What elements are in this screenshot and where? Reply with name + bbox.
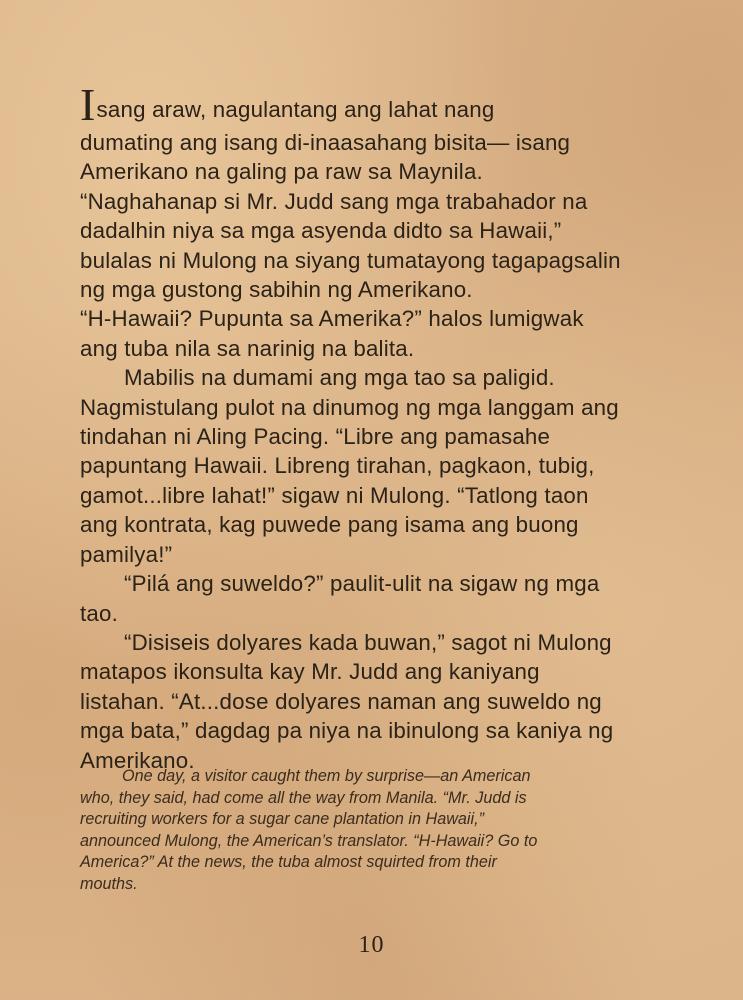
drop-cap: I [80,79,96,130]
story-line: tindahan ni Aling Pacing. “Libre ang pamasahe [80,424,551,450]
translation-line: recruiting workers for a sugar cane plantation in Hawaii,” [80,810,484,829]
story-line: Isang araw, nagulantang ang lahat nang [80,79,495,130]
translation-line: who, they said, had come all the way from Manila. “Mr. Judd is [80,788,527,807]
story-line: bulalas ni Mulong na siyang tumatayong tagapagsalin [80,247,621,273]
story-text-tagalog [80,79,680,775]
story-line: matapos ikonsulta kay Mr. Judd ang kaniyang [80,659,540,685]
story-line: Nagmistulang pulot na dinumog ng mga langgam ang [80,394,619,420]
page-number: 10 [358,932,385,958]
story-line: tao. [80,600,118,626]
story-line: Mabilis na dumami ang mga tao sa paligid. [124,365,555,391]
story-line: ang kontrata, kag puwede pang isama ang buong [80,512,579,538]
english-translation [80,766,660,896]
story-line: mga bata,” dagdag pa niya na ibinulong sa kaniya ng [80,718,614,744]
story-line: Amerikano na galing pa raw sa Maynila. [80,159,483,185]
story-line: pamilya!” [80,541,173,567]
story-line: “Pilá ang suweldo?” paulit-ulit na sigaw ng mga [124,571,600,597]
story-line: “H-Hawaii? Pupunta sa Amerika?” halos lumigwak [80,306,584,332]
translation-line: announced Mulong, the American’s translator. “H-Hawaii? Go to [80,831,538,850]
translation-line: mouths. [80,874,138,893]
translation-line: America?” At the news, the tuba almost squirted from their [80,853,497,872]
story-line: dumating ang isang di-inaasahang bisita— isang [80,130,571,155]
story-line: ng mga gustong sabihin ng Amerikano. [80,277,473,303]
translation-line: One day, a visitor caught them by surprise—an American [122,767,531,785]
story-line: listahan. “At...dose dolyares naman ang suweldo ng [80,688,602,714]
story-line: ang tuba nila sa narinig na balita. [80,335,415,361]
story-line: “Naghahanap si Mr. Judd sang mga trabahador na [80,188,588,214]
story-line: dadalhin niya sa mga asyenda didto sa Hawaii,” [80,218,562,244]
story-line: papuntang Hawaii. Libreng tirahan, pagkaon, tubig, [80,453,595,479]
story-line: “Disiseis dolyares kada buwan,” sagot ni Mulong [124,629,612,655]
story-line: gamot...libre lahat!” sigaw ni Mulong. “Tatlong taon [80,482,589,508]
story-line: Amerikano. [80,747,195,773]
